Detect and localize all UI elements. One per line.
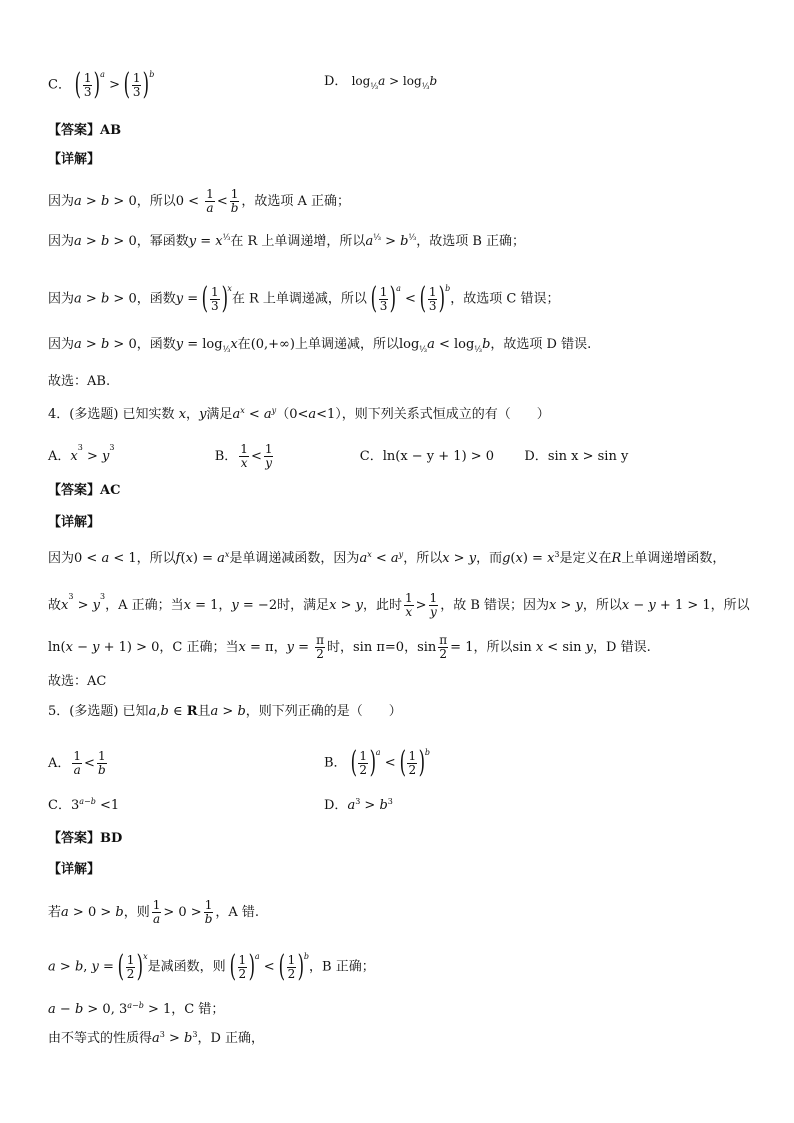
q4-conclusion: 故选：AC [48,674,107,689]
q3-detail-line-2: 因为a > b > 0，幂函数$y = x^{\frac{1}{3}}$在 R 上单调递增，所以$a^{\frac{1}{3}} > b^{\frac{1}{3}}$，故选项 B 正确； [48,233,526,249]
q4-stem: 4．(多选题) 已知实数 x，y满足$a^x < a^y(0<a<1)$，则下列关系式恒成立的有（ ） [48,406,550,422]
option-label: C． [48,77,71,93]
q4-detail-line-2: 故$x^3 > y^3$，A 正确；当x = 1，y = −2时，满足x > y，此时 $\frac{1}{x}$ > $\frac{1}{y}$ ，故 B 错误；因为x > y，所以x − y + 1 > 1，所以 [48,591,750,619]
q4-options: A．$x^3 > y^3$ B． $\frac{1}{x}$ < $\frac{1}{y}$ C．ln(x − y + 1) > 0 D．sin x > sin y [48,442,629,470]
q5-detail-heading: 【详解】 [48,862,101,877]
option-label: D． [324,74,348,89]
q4-answer: 【答案】AC [48,483,121,498]
q5-option-b: B． ( $\frac{1}{2}$ ) $^a$ < ( $\frac{1}{2}$ ) $^b$ [324,745,430,780]
q5-detail-line-2: a > b, y = ( $\frac{1}{2}$ ) $^x$是减函数，则 ( $\frac{1}{2}$ ) $^a$ < ( $\frac{1}{2}$ ) $^b$，B 正确； [48,949,375,984]
q4-detail-heading: 【详解】 [48,515,101,530]
q4-detail-line-3: ln(x − y + 1) > 0，C 正确；当x = π，y = $\frac{\pi}{2}$ 时，sin π=0，sin $\frac{\pi}{2}$ = 1，所以sin x < sin y，D 错误. [48,633,651,661]
q3-option-d: D． $\log_{\frac{1}{3}}a > \log_{\frac{1}{3}}b$ [324,74,438,91]
q3-option-c: C． ( $\frac{1}{3}$ ) $^a$ > ( $\frac{1}{3}$ ) $^b$ [48,67,155,102]
q5-stem: 5．(多选题) 已知a,b ∈ R且a > b，则下列正确的是（ ） [48,704,402,719]
q3-answer: 【答案】AB [48,123,122,138]
q5-option-a: A． $\frac{1}{a}$ < $\frac{1}{b}$ [48,749,106,777]
q5-detail-line-3: a − b > 0, $3^{a-b} > 1$，C 错； [48,1001,225,1017]
q5-detail-line-1: 若a > 0 > b，则 $\frac{1}{a}$ > 0 > $\frac{1}{b}$ ，A 错. [48,898,260,926]
q3-detail-line-4: 因为a > b > 0，函数$y = \log_{\frac{1}{3}}x$在(0,+∞)上单调递减，所以$\log_{\frac{1}{3}}a < \log_{\frac{1}{3}}b$，故选项 D 错误. [48,337,592,354]
q5-option-c: C．$3^{a-b} <1$ [48,797,120,813]
q3-detail-heading: 【详解】 [48,152,101,167]
q5-detail-line-4: 由不等式的性质得$a^3 > b^3$，D 正确， [48,1030,265,1046]
q5-answer: 【答案】BD [48,831,123,846]
q3-detail-line-3: 因为a > b > 0，函数y = ( $\frac{1}{3}$ ) $^x$在 R 上单调递减，所以 ( $\frac{1}{3}$ ) $^a$ < ( $\frac{1}{3}$ ) $^b$，故选项 C 错误； [48,281,560,316]
q5-option-d: D．$a^3 > b^3$ [324,797,393,813]
q4-detail-line-1: 因为0 < a < 1，所以$f(x) = a^x$是单调递减函数，因为$a^x < a^y$，所以x > y，而$g(x) = x^3$是定义在R上单调递增函数， [48,550,726,566]
q3-conclusion: 故选：AB. [48,374,111,389]
q3-detail-line-1: 因为a > b > 0，所以0 < $\frac{1}{a}$ < $\frac{1}{b}$ ，故选项 A 正确； [48,187,351,215]
